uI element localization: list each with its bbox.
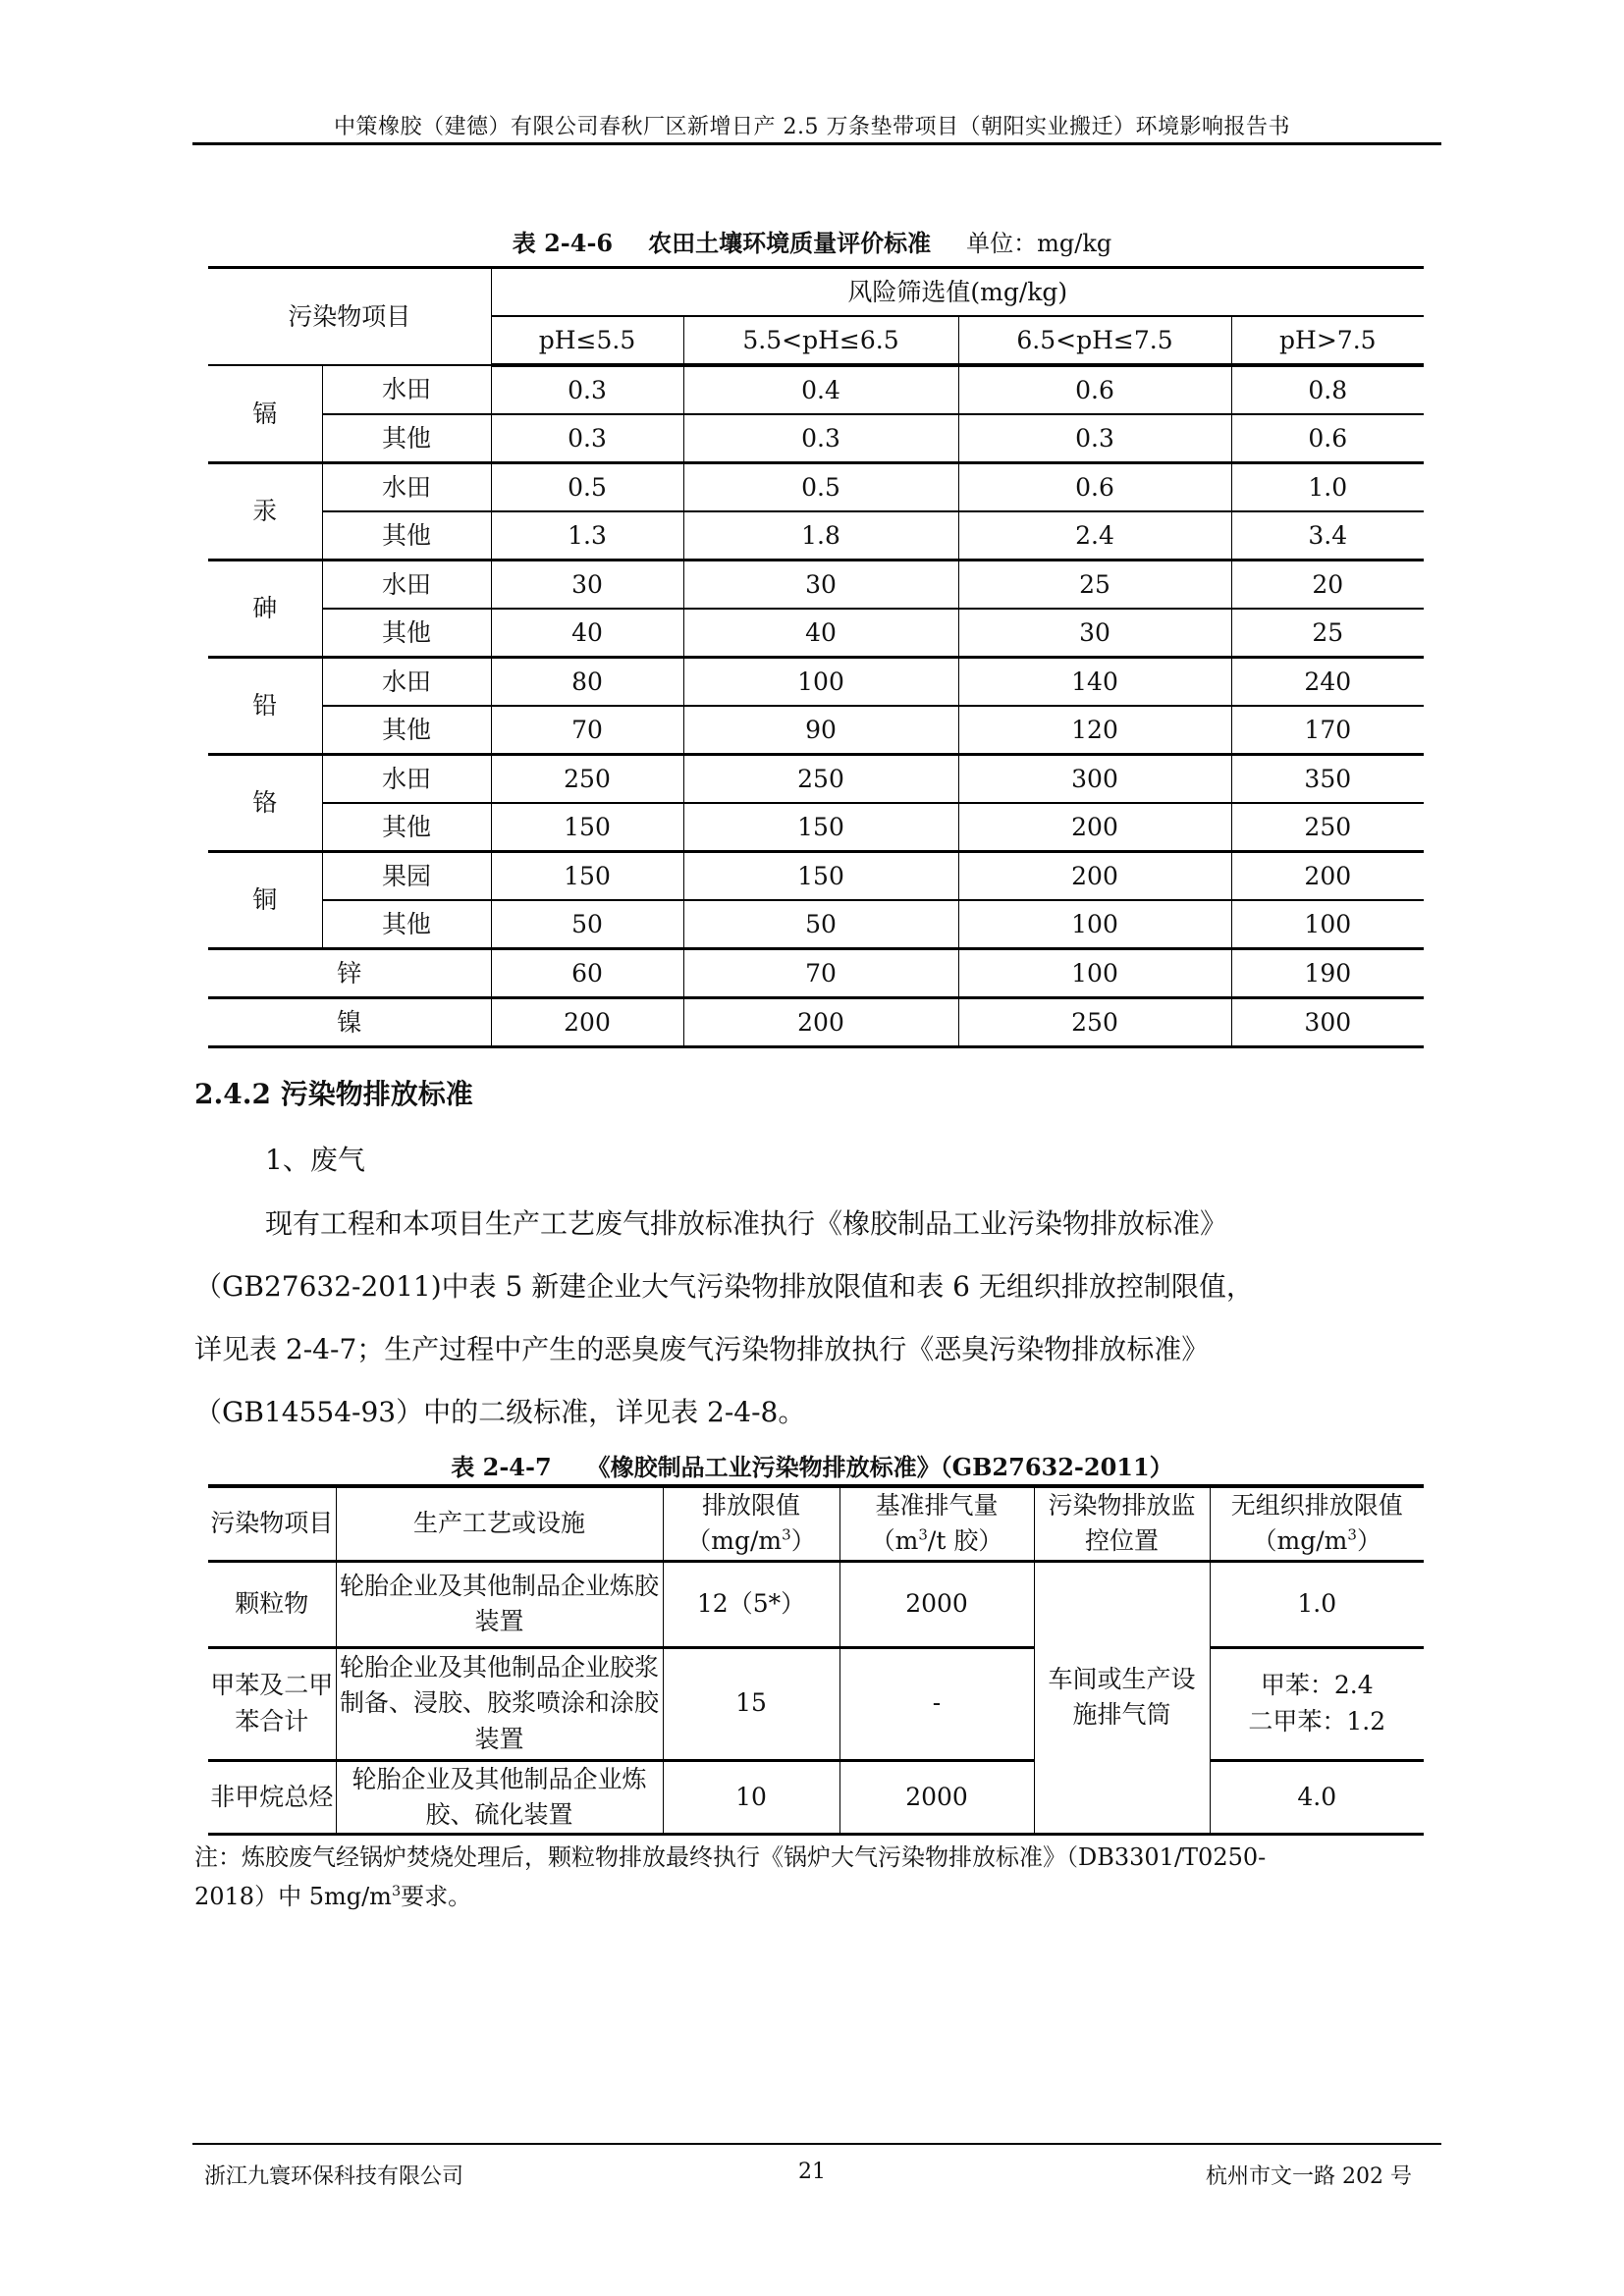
table-row: [208, 511, 1424, 561]
pollutant-cell: 锌: [208, 949, 491, 998]
table1-header-row: [208, 268, 1424, 317]
pollutant-cell: 甲苯及二甲苯合计: [208, 1647, 336, 1760]
value-cell: 190: [1231, 949, 1424, 998]
value-cell: 100: [958, 900, 1231, 949]
fugitive-cell: 1.0: [1210, 1561, 1424, 1647]
table-row: [208, 1760, 1424, 1835]
value-cell: 350: [1231, 755, 1424, 804]
value-cell: 0.3: [491, 365, 683, 414]
value-cell: 150: [491, 852, 683, 901]
header-risk-screening-value: 风险筛选值(mg/kg): [491, 268, 1424, 317]
process-cell: 轮胎企业及其他制品企业胶浆制备、浸胶、胶浆喷涂和涂胶装置: [336, 1647, 663, 1760]
value-cell: 240: [1231, 658, 1424, 707]
value-cell: 100: [683, 658, 958, 707]
paragraph-line: 现有工程和本项目生产工艺废气排放标准执行《橡胶制品工业污染物排放标准》: [265, 1207, 1228, 1240]
pollutant-cell: 铬: [208, 755, 322, 852]
superscript: 3: [391, 1884, 402, 1899]
value-cell: 170: [1231, 706, 1424, 755]
header-pollutant-item: 污染物项目: [208, 268, 491, 366]
land-use-cell: 水田: [322, 561, 491, 610]
limit-cell: 12（5*）: [663, 1561, 839, 1647]
pollutant-cell: 镉: [208, 365, 322, 463]
header-pollutant: 污染物项目: [208, 1486, 336, 1561]
table1-caption: [0, 224, 1624, 258]
process-cell: 轮胎企业及其他制品企业炼胶装置: [336, 1561, 663, 1647]
fugitive-toluene: 甲苯：2.4: [1260, 1671, 1374, 1700]
value-cell: 50: [683, 900, 958, 949]
table2-caption: [0, 1448, 1624, 1482]
value-cell: 250: [683, 755, 958, 804]
value-cell: 200: [683, 998, 958, 1047]
header-limit-label: 排放限值: [701, 1491, 800, 1520]
table1-caption-label: 表 2-4-6: [512, 229, 614, 257]
table1-caption-title: 农田土壤环境质量评价标准: [648, 229, 932, 257]
note-line: 注：炼胶废气经锅炉焚烧处理后，颗粒物排放最终执行《锅炉大气污染物排放标准》（DB3301/T0250-: [194, 1843, 1267, 1871]
table-row: [208, 414, 1424, 463]
table-row: [208, 900, 1424, 949]
pollutant-cell: 铜: [208, 852, 322, 949]
superscript: 3: [1347, 1525, 1357, 1544]
header-fugitive: [1210, 1486, 1424, 1561]
header-baseline-unit: （m: [870, 1526, 919, 1556]
table-row: [208, 998, 1424, 1047]
value-cell: 40: [491, 609, 683, 658]
header-limit-unit: （mg/m: [686, 1526, 783, 1556]
fugitive-cell: [1210, 1647, 1424, 1760]
value-cell: 200: [958, 852, 1231, 901]
limit-cell: 10: [663, 1760, 839, 1835]
pollutant-cell: 颗粒物: [208, 1561, 336, 1647]
note-text: 2018）中 5mg/m: [194, 1883, 392, 1910]
table-row: [208, 658, 1424, 707]
table-row: [208, 706, 1424, 755]
header-baseline-unit-end: /t 胶）: [927, 1526, 1003, 1556]
table-row: [208, 1561, 1424, 1647]
land-use-cell: 其他: [322, 414, 491, 463]
value-cell: 100: [1231, 900, 1424, 949]
footer-company: 浙江九寰环保科技有限公司: [204, 2164, 464, 2189]
subsection-heading: 1、废气: [265, 1144, 365, 1176]
header-ph-range: pH>7.5: [1231, 316, 1424, 365]
fugitive-cell: 4.0: [1210, 1760, 1424, 1835]
superscript: 3: [918, 1525, 928, 1544]
table-row: [208, 803, 1424, 852]
table-row: [208, 463, 1424, 512]
baseline-cell: -: [839, 1647, 1034, 1760]
value-cell: 0.6: [958, 463, 1231, 512]
land-use-cell: 其他: [322, 511, 491, 561]
pollutant-cell: 非甲烷总烃: [208, 1760, 336, 1835]
baseline-cell: 2000: [839, 1760, 1034, 1835]
table-row: [208, 755, 1424, 804]
value-cell: 300: [958, 755, 1231, 804]
value-cell: 0.3: [683, 414, 958, 463]
paragraph-line: （GB27632-2011)中表 5 新建企业大气污染物排放限值和表 6 无组织排放控制限值，: [194, 1270, 1254, 1303]
value-cell: 0.6: [958, 365, 1231, 414]
superscript: 3: [782, 1525, 791, 1544]
header-fugitive-unit-end: ）: [1356, 1526, 1381, 1556]
value-cell: 0.3: [958, 414, 1231, 463]
value-cell: 200: [1231, 852, 1424, 901]
value-cell: 0.8: [1231, 365, 1424, 414]
value-cell: 70: [683, 949, 958, 998]
header-limit: [663, 1486, 839, 1561]
value-cell: 30: [683, 561, 958, 610]
pollutant-cell: 砷: [208, 561, 322, 658]
header-process: 生产工艺或设施: [336, 1486, 663, 1561]
value-cell: 200: [958, 803, 1231, 852]
pollutant-cell: 铅: [208, 658, 322, 755]
value-cell: 150: [683, 852, 958, 901]
table-note: [194, 1838, 1436, 1916]
header-baseline-label: 基准排气量: [875, 1491, 999, 1520]
value-cell: 30: [491, 561, 683, 610]
land-use-cell: 果园: [322, 852, 491, 901]
pollutant-cell: 镍: [208, 998, 491, 1047]
value-cell: 300: [1231, 998, 1424, 1047]
header-baseline: [839, 1486, 1034, 1561]
section-heading: 2.4.2 污染物排放标准: [194, 1078, 473, 1110]
value-cell: 1.8: [683, 511, 958, 561]
value-cell: 90: [683, 706, 958, 755]
rubber-emission-standard-table: [208, 1484, 1424, 1836]
value-cell: 3.4: [1231, 511, 1424, 561]
header-fugitive-unit: （mg/m: [1252, 1526, 1348, 1556]
footer-address: 杭州市文一路 202 号: [1206, 2164, 1412, 2189]
pollutant-cell: 汞: [208, 463, 322, 561]
baseline-cell: 2000: [839, 1561, 1034, 1647]
land-use-cell: 其他: [322, 609, 491, 658]
header-ph-range: 5.5<pH≤6.5: [683, 316, 958, 365]
value-cell: 70: [491, 706, 683, 755]
page-number: 21: [798, 2160, 826, 2184]
table1-caption-unit: 单位：mg/kg: [966, 230, 1112, 257]
document-header-title: 中策橡胶（建德）有限公司春秋厂区新增日产 2.5 万条垫带项目（朝阳实业搬迁）环境影响报告书: [334, 115, 1290, 139]
fugitive-xylene: 二甲苯：1.2: [1248, 1706, 1386, 1735]
value-cell: 150: [683, 803, 958, 852]
value-cell: 150: [491, 803, 683, 852]
value-cell: 250: [958, 998, 1231, 1047]
value-cell: 0.6: [1231, 414, 1424, 463]
land-use-cell: 其他: [322, 900, 491, 949]
limit-cell: 15: [663, 1647, 839, 1760]
header-ph-range: 6.5<pH≤7.5: [958, 316, 1231, 365]
value-cell: 250: [1231, 803, 1424, 852]
value-cell: 140: [958, 658, 1231, 707]
paragraph-line: 详见表 2-4-7；生产过程中产生的恶臭废气污染物排放执行《恶臭污染物排放标准》: [194, 1333, 1210, 1365]
value-cell: 200: [491, 998, 683, 1047]
header-limit-unit-end: ）: [790, 1526, 816, 1556]
land-use-cell: 其他: [322, 706, 491, 755]
header-ph-range: pH≤5.5: [491, 316, 683, 365]
land-use-cell: 水田: [322, 658, 491, 707]
value-cell: 1.3: [491, 511, 683, 561]
land-use-cell: 水田: [322, 365, 491, 414]
table2-caption-label: 表 2-4-7: [451, 1453, 552, 1481]
land-use-cell: 水田: [322, 755, 491, 804]
body-paragraph: [194, 1193, 1432, 1444]
value-cell: 25: [1231, 609, 1424, 658]
note-text: 要求。: [401, 1883, 472, 1910]
value-cell: 40: [683, 609, 958, 658]
soil-quality-standard-table: [208, 266, 1424, 1048]
value-cell: 20: [1231, 561, 1424, 610]
value-cell: 2.4: [958, 511, 1231, 561]
value-cell: 50: [491, 900, 683, 949]
value-cell: 100: [958, 949, 1231, 998]
footer-rule: [192, 2143, 1441, 2145]
note-line: [194, 1877, 1436, 1916]
header-monitor: 污染物排放监控位置: [1034, 1486, 1210, 1561]
value-cell: 25: [958, 561, 1231, 610]
table-row: [208, 365, 1424, 414]
table-row: [208, 852, 1424, 901]
monitor-location-cell: 车间或生产设施排气筒: [1034, 1561, 1210, 1835]
value-cell: 80: [491, 658, 683, 707]
land-use-cell: 其他: [322, 803, 491, 852]
value-cell: 30: [958, 609, 1231, 658]
header-rule: [192, 142, 1441, 145]
value-cell: 120: [958, 706, 1231, 755]
table2-caption-title: 《橡胶制品工业污染物排放标准》（GB27632-2011）: [586, 1453, 1173, 1481]
table-row: [208, 609, 1424, 658]
value-cell: 60: [491, 949, 683, 998]
value-cell: 1.0: [1231, 463, 1424, 512]
table-row: [208, 1647, 1424, 1760]
value-cell: 0.4: [683, 365, 958, 414]
paragraph-line: （GB14554-93）中的二级标准，详见表 2-4-8。: [194, 1396, 806, 1428]
value-cell: 0.5: [491, 463, 683, 512]
process-cell: 轮胎企业及其他制品企业炼胶、硫化装置: [336, 1760, 663, 1835]
table2-header-row: [208, 1486, 1424, 1561]
value-cell: 0.5: [683, 463, 958, 512]
table-row: [208, 561, 1424, 610]
land-use-cell: 水田: [322, 463, 491, 512]
value-cell: 250: [491, 755, 683, 804]
header-fugitive-label: 无组织排放限值: [1230, 1491, 1403, 1520]
value-cell: 0.3: [491, 414, 683, 463]
table-row: [208, 949, 1424, 998]
